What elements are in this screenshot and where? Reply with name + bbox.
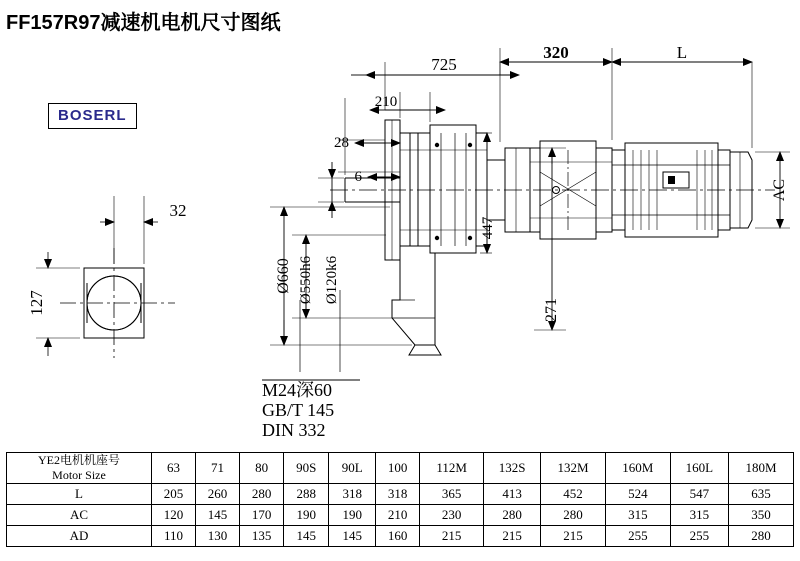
- table-cell: 132M: [541, 453, 606, 484]
- table-cell: 524: [605, 484, 670, 505]
- table-cell: 210: [376, 505, 420, 526]
- motor-size-table: [6, 452, 794, 547]
- dim-6: 6: [354, 169, 362, 185]
- table-cell: 90L: [329, 453, 376, 484]
- dim-AC: AC: [771, 178, 788, 202]
- table-cell: 145: [196, 505, 240, 526]
- table-cell: 190: [284, 505, 329, 526]
- table-rowhead-motorsize-cn: YE2电机机座号: [38, 453, 120, 467]
- table-cell: 160M: [605, 453, 670, 484]
- table-rowhead-l: L: [7, 484, 152, 505]
- table-cell: 215: [484, 526, 541, 547]
- dim-320: 320: [543, 43, 569, 62]
- table-cell: 100: [376, 453, 420, 484]
- table-cell: 132S: [484, 453, 541, 484]
- brand-logo: BOSERL: [48, 103, 137, 129]
- table-rowhead-motorsize: [7, 453, 152, 484]
- dim-725: 725: [431, 55, 457, 74]
- table-cell: 205: [152, 484, 196, 505]
- table-cell: 547: [670, 484, 728, 505]
- table-cell: 112M: [420, 453, 484, 484]
- table-cell: 120: [152, 505, 196, 526]
- table-cell: 452: [541, 484, 606, 505]
- table-cell: 413: [484, 484, 541, 505]
- table-cell: 160L: [670, 453, 728, 484]
- table-cell: 280: [484, 505, 541, 526]
- table-cell: 315: [670, 505, 728, 526]
- dim-120k6: Ø120k6: [324, 255, 340, 305]
- table-cell: 80: [240, 453, 284, 484]
- table-cell: 110: [152, 526, 196, 547]
- table-cell: 230: [420, 505, 484, 526]
- dim-447: 447: [480, 216, 496, 240]
- table-cell: 365: [420, 484, 484, 505]
- note-standard-1: GB/T 145: [262, 400, 335, 420]
- table-cell: 215: [420, 526, 484, 547]
- table-cell: 318: [329, 484, 376, 505]
- note-standard-2: DIN 332: [262, 420, 326, 440]
- table-cell: 215: [541, 526, 606, 547]
- note-thread: M24深60: [262, 380, 333, 400]
- table-cell: 71: [196, 453, 240, 484]
- dim-210: 210: [374, 94, 398, 110]
- dim-L: L: [676, 43, 688, 62]
- table-rowhead-ad: AD: [7, 526, 152, 547]
- table-cell: 280: [541, 505, 606, 526]
- table-cell: 180M: [729, 453, 794, 484]
- table-cell: 90S: [284, 453, 329, 484]
- table-cell: 318: [376, 484, 420, 505]
- dim-28: 28: [334, 135, 349, 151]
- table-cell: 288: [284, 484, 329, 505]
- table-cell: 135: [240, 526, 284, 547]
- table-row: [7, 505, 794, 526]
- dim-271: 271: [543, 298, 560, 322]
- table-cell: 145: [284, 526, 329, 547]
- table-cell: 63: [152, 453, 196, 484]
- table-cell: 350: [729, 505, 794, 526]
- table-rowhead-ac: AC: [7, 505, 152, 526]
- table-cell: 130: [196, 526, 240, 547]
- dim-127: 127: [27, 290, 46, 316]
- table-row: [7, 526, 794, 547]
- table-cell: 280: [240, 484, 284, 505]
- table-cell: 160: [376, 526, 420, 547]
- dim-32: 32: [169, 201, 187, 220]
- table-cell: 145: [329, 526, 376, 547]
- table-cell: 260: [196, 484, 240, 505]
- table-cell: 255: [605, 526, 670, 547]
- table-cell: 190: [329, 505, 376, 526]
- table-cell: 280: [729, 526, 794, 547]
- table-cell: 170: [240, 505, 284, 526]
- table-cell: 635: [729, 484, 794, 505]
- page-title: FF157R97减速机电机尺寸图纸: [6, 12, 281, 34]
- table-cell: 315: [605, 505, 670, 526]
- table-row: [7, 484, 794, 505]
- dim-660: Ø660: [275, 258, 292, 294]
- table-row-header: [7, 453, 794, 484]
- table-rowhead-motorsize-en: Motor Size: [52, 468, 106, 482]
- table-cell: 255: [670, 526, 728, 547]
- dim-550h6: Ø550h6: [298, 255, 314, 305]
